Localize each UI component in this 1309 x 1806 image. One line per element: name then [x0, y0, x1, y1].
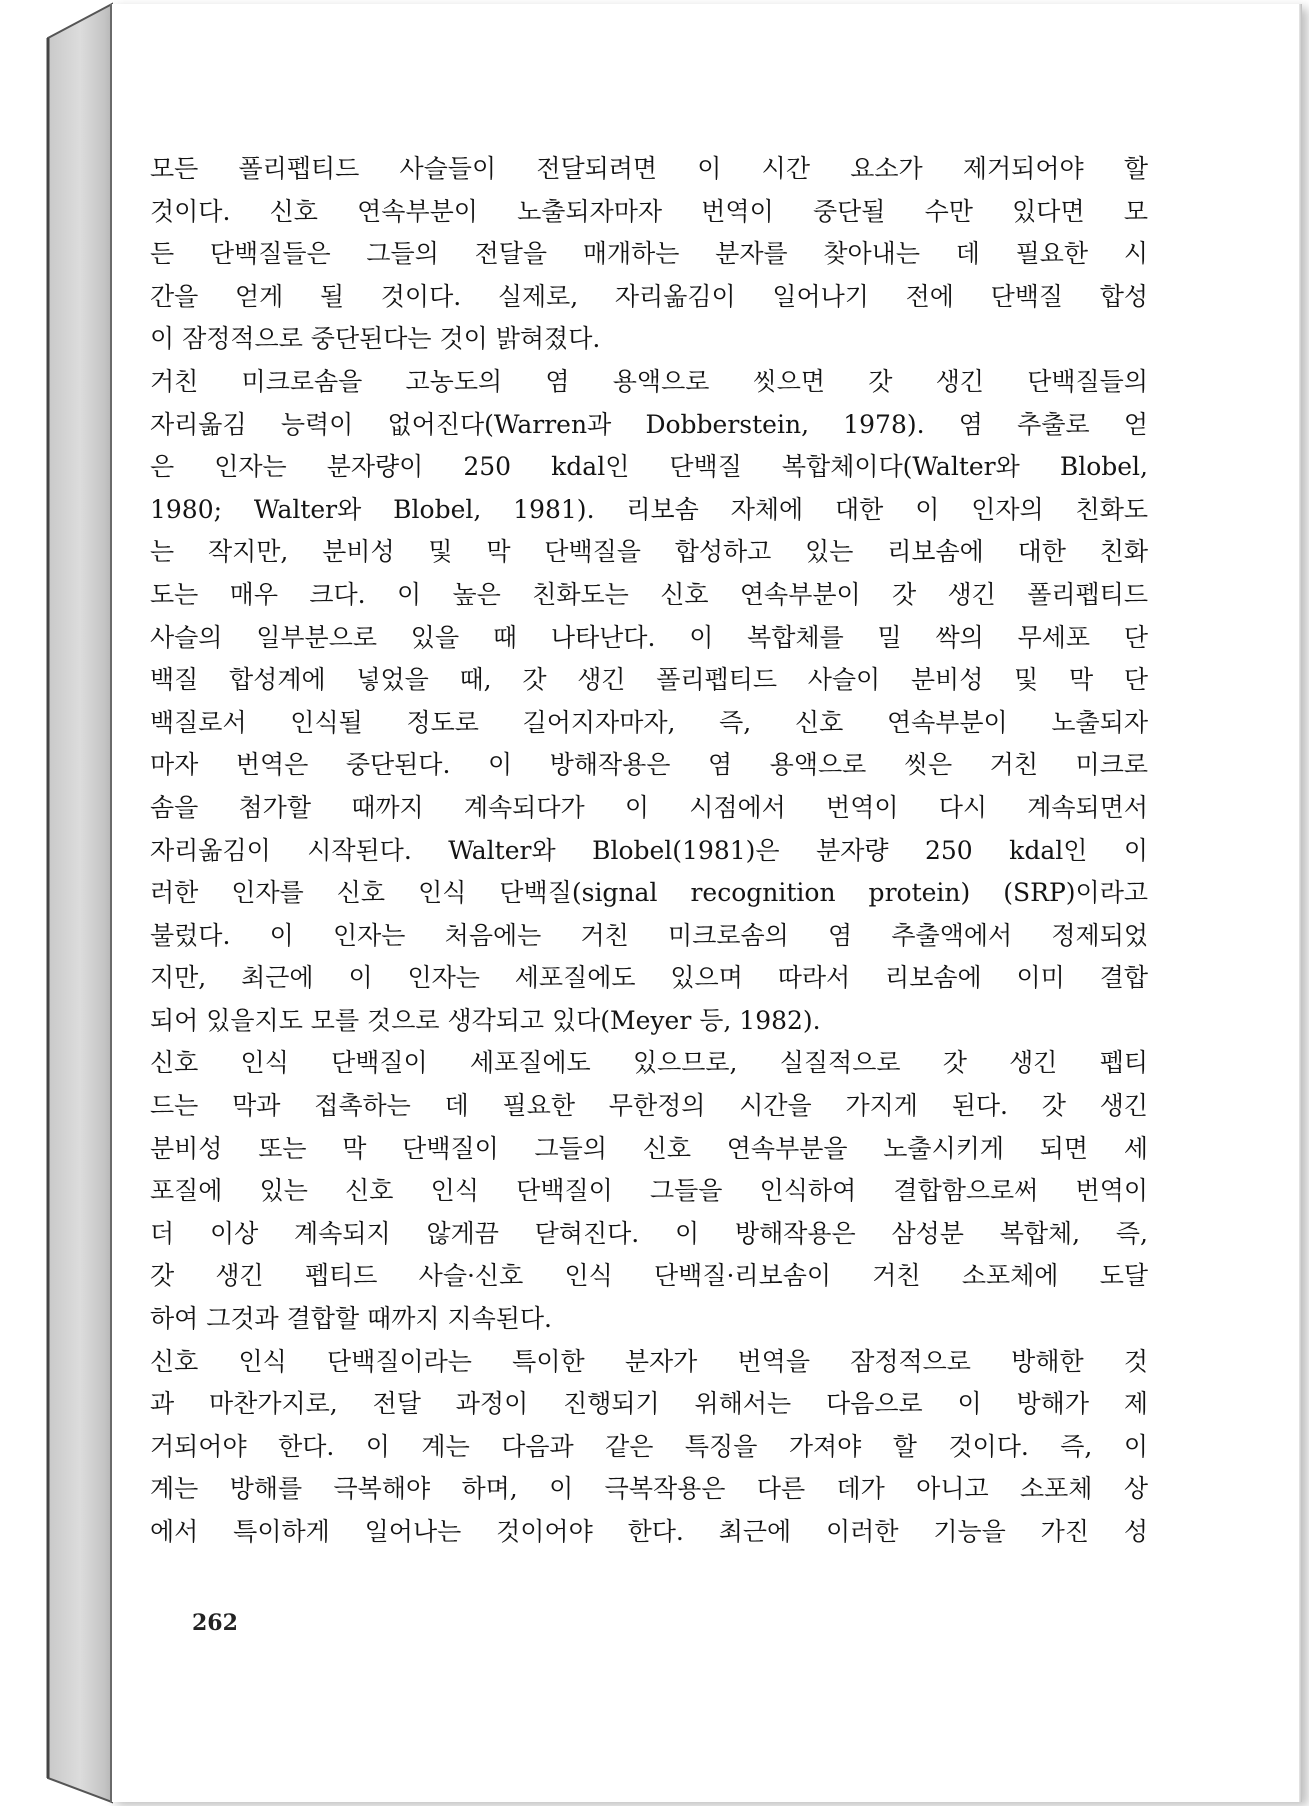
text-line: 러한 인자를 신호 인식 단백질(signal recognition protein) (SRP)이라고 — [150, 878, 1148, 908]
text-line: 모든 폴리펩티드 사슬들이 전달되려면 이 시간 요소가 제거되어야 할 — [150, 154, 1148, 183]
text-line: 마자 번역은 중단된다. 이 방해작용은 염 용액으로 씻은 거친 미크로 — [150, 750, 1148, 780]
text-line: 이 잠정적으로 중단된다는 것이 밝혀졌다. — [150, 324, 601, 354]
text-line: 거되어야 한다. 이 계는 다음과 같은 특징을 가져야 할 것이다. 즉, 이 — [150, 1431, 1148, 1461]
text-line: 하여 그것과 결합할 때까지 지속된다. — [150, 1304, 552, 1334]
text-line: 갓 생긴 펩티드 사슬·신호 인식 단백질·리보솜이 거친 소포체에 도달 — [150, 1261, 1148, 1291]
text-line: 분비성 또는 막 단백질이 그들의 신호 연속부분을 노출시키게 되면 세 — [150, 1133, 1148, 1163]
text-line: 거친 미크로솜을 고농도의 염 용액으로 씻으면 갓 생긴 단백질들의 — [150, 366, 1148, 396]
text-line: 든 단백질들은 그들의 전달을 매개하는 분자를 찾아내는 데 필요한 시 — [150, 239, 1148, 269]
body-text — [150, 148, 1148, 1554]
text-line: 더 이상 계속되지 않게끔 닫혀진다. 이 방해작용은 삼성분 복합체, 즉, — [150, 1218, 1148, 1248]
paragraph — [150, 1341, 1148, 1554]
text-line: 과 마찬가지로, 전달 과정이 진행되기 위해서는 다음으로 이 방해가 제 — [150, 1389, 1148, 1419]
text-line: 지만, 최근에 이 인자는 세포질에도 있으며 따라서 리보솜에 이미 결합 — [150, 963, 1148, 993]
page-edge — [1299, 4, 1302, 1802]
text-line: 신호 인식 단백질이라는 특이한 분자가 번역을 잠정적으로 방해한 것 — [150, 1346, 1148, 1376]
text-line: 사슬의 일부분으로 있을 때 나타난다. 이 복합체를 밀 싹의 무세포 단 — [150, 622, 1148, 652]
text-line: 솜을 첨가할 때까지 계속되다가 이 시점에서 번역이 다시 계속되면서 — [150, 792, 1148, 822]
text-line: 백질 합성계에 넣었을 때, 갓 생긴 폴리펩티드 사슬이 분비성 및 막 단 — [150, 665, 1148, 695]
text-line: 는 작지만, 분비성 및 막 단백질을 합성하고 있는 리보솜에 대한 친화 — [150, 537, 1148, 567]
page-number: 262 — [192, 1610, 238, 1636]
text-line: 되어 있을지도 모를 것으로 생각되고 있다(Meyer 등, 1982). — [150, 1005, 821, 1035]
text-line: 자리옮김이 시작된다. Walter와 Blobel(1981)은 분자량 250 kdal인 이 — [150, 835, 1148, 865]
text-line: 드는 막과 접촉하는 데 필요한 무한정의 시간을 가지게 된다. 갓 생긴 — [150, 1091, 1148, 1121]
text-line: 에서 특이하게 일어나는 것이어야 한다. 최근에 이러한 기능을 가진 성 — [150, 1517, 1148, 1546]
text-line: 자리옮김 능력이 없어진다(Warren과 Dobberstein, 1978). 염 추출로 얻 — [150, 409, 1148, 439]
text-line: 간을 얻게 될 것이다. 실제로, 자리옮김이 일어나기 전에 단백질 합성 — [150, 281, 1148, 311]
text-line: 백질로서 인식될 정도로 길어지자마자, 즉, 신호 연속부분이 노출되자 — [150, 707, 1148, 737]
text-line: 것이다. 신호 연속부분이 노출되자마자 번역이 중단될 수만 있다면 모 — [150, 196, 1148, 226]
paragraph — [150, 148, 1148, 361]
text-line: 1980; Walter와 Blobel, 1981). 리보솜 자체에 대한 이 인자의 친화도 — [150, 494, 1148, 524]
text-line: 불렀다. 이 인자는 처음에는 거친 미크로솜의 염 추출액에서 정제되었 — [150, 920, 1148, 950]
paragraph — [150, 361, 1148, 1043]
text-line: 신호 인식 단백질이 세포질에도 있으므로, 실질적으로 갓 생긴 펩티 — [150, 1048, 1148, 1078]
text-line: 은 인자는 분자량이 250 kdal인 단백질 복합체이다(Walter와 Blobel, — [150, 452, 1148, 482]
text-line: 계는 방해를 극복해야 하며, 이 극복작용은 다른 데가 아니고 소포체 상 — [150, 1474, 1148, 1504]
paragraph — [150, 1042, 1148, 1340]
text-line: 도는 매우 크다. 이 높은 친화도는 신호 연속부분이 갓 생긴 폴리펩티드 — [150, 579, 1148, 609]
text-line: 포질에 있는 신호 인식 단백질이 그들을 인식하여 결합함으로써 번역이 — [150, 1176, 1148, 1206]
